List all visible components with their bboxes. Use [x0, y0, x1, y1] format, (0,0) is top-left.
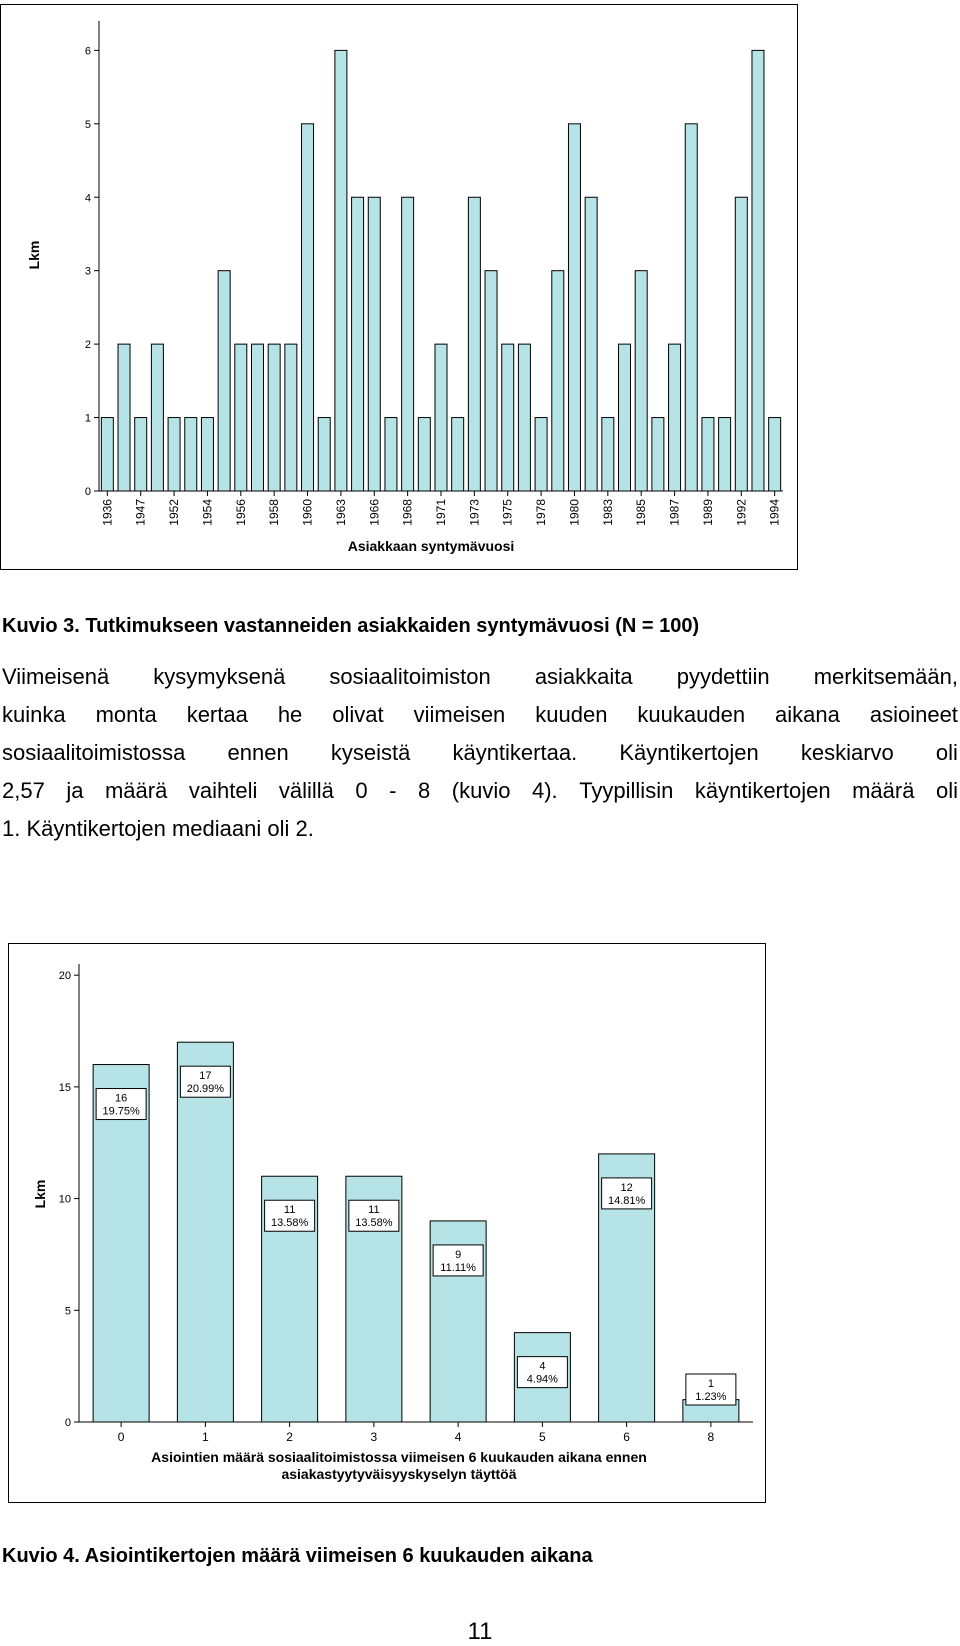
- x-tick-label: 1958: [267, 499, 282, 526]
- bar: [518, 344, 530, 491]
- x-tick-label: 1973: [467, 499, 482, 526]
- bar: [418, 418, 430, 491]
- word: välillä: [278, 778, 334, 803]
- data-label-count: 17: [199, 1070, 212, 1083]
- data-label-percent: 11.11%: [440, 1261, 476, 1274]
- bar: [251, 344, 263, 491]
- x-tick-label: 1956: [233, 499, 248, 526]
- word: vaihteli: [188, 778, 258, 803]
- bar: [568, 124, 580, 491]
- bar: [485, 271, 497, 491]
- data-label-count: 4: [539, 1360, 546, 1373]
- x-axis-title-line: asiakastyytyväisyyskyselyn täyttöä: [281, 1466, 517, 1482]
- bar: [135, 418, 147, 491]
- bar: [452, 418, 464, 491]
- x-tick-label: 1954: [200, 499, 215, 526]
- bar: [335, 50, 347, 491]
- bar: [435, 344, 447, 491]
- y-axis-title: Lkm: [26, 240, 42, 270]
- paragraph-line-1: [2, 658, 958, 696]
- data-label-percent: 19.75%: [102, 1105, 140, 1118]
- bar: [602, 418, 614, 491]
- x-tick-label: 1983: [600, 499, 615, 526]
- paragraph-line-3: [2, 734, 958, 772]
- figure-3-caption: Kuvio 3. Tutkimukseen vastanneiden asiakkaiden syntymävuosi (N = 100): [2, 615, 700, 637]
- x-tick-label: 6: [623, 1430, 630, 1444]
- figure-4-caption: Kuvio 4. Asiointikertojen määrä viimeisen 6 kuukauden aikana: [2, 1545, 593, 1567]
- word: monta: [95, 702, 157, 727]
- paragraph-line-4: [2, 772, 958, 810]
- x-tick-label: 1: [202, 1430, 209, 1444]
- bar: [218, 271, 230, 491]
- data-label-count: 9: [455, 1248, 462, 1261]
- data-label-count: 12: [620, 1181, 633, 1194]
- data-label-percent: 13.58%: [270, 1217, 309, 1230]
- paragraph-line-2: [2, 696, 958, 734]
- bar: [735, 197, 747, 491]
- word: sosiaalitoimiston: [329, 664, 491, 689]
- word: 8: [418, 778, 431, 803]
- word: määrä: [852, 778, 915, 803]
- bar: [318, 418, 330, 491]
- x-tick-label: 1978: [534, 499, 549, 526]
- word: 4).: [531, 778, 558, 803]
- y-axis-title: Lkm: [32, 1179, 48, 1209]
- bar: [285, 344, 297, 491]
- word: kysymyksenä: [153, 664, 286, 689]
- bar: [201, 418, 213, 491]
- bar: [652, 418, 664, 491]
- data-label-percent: 20.99%: [186, 1083, 225, 1096]
- x-tick-label: 1980: [567, 499, 582, 526]
- bar: [585, 197, 597, 491]
- data-label-percent: 14.81%: [607, 1194, 646, 1207]
- bar: [685, 124, 697, 491]
- word: viimeisen: [413, 702, 506, 727]
- data-label-count: 11: [283, 1204, 296, 1217]
- word: kuukauden: [637, 702, 746, 727]
- bar: [385, 418, 397, 491]
- x-tick-label: 1989: [700, 499, 715, 526]
- x-tick-label: 4: [454, 1430, 462, 1444]
- word: asioineet: [869, 702, 958, 727]
- y-tick-label: 3: [84, 265, 91, 278]
- bar: [235, 344, 247, 491]
- bar: [402, 197, 414, 491]
- paragraph-last-line: 1. Käyntikertojen mediaani oli 2.: [2, 816, 314, 841]
- x-tick-label: 1968: [400, 499, 415, 526]
- x-tick-label: 1985: [634, 499, 649, 526]
- bar: [177, 1042, 233, 1422]
- word: aikana: [775, 702, 840, 727]
- bar: [502, 344, 514, 491]
- word: käyntikertojen: [694, 778, 831, 803]
- paragraph-line-5: [2, 810, 958, 848]
- visit-count-chart: [8, 943, 766, 1503]
- bar: [468, 197, 480, 491]
- y-tick-label: 0: [84, 486, 91, 498]
- y-tick-label: 10: [58, 1193, 71, 1206]
- y-tick-label: 5: [84, 118, 91, 131]
- x-tick-label: 1963: [333, 499, 348, 526]
- word: pyydettiin: [676, 664, 770, 689]
- bar: [552, 271, 564, 491]
- bar: [352, 197, 364, 491]
- x-tick-label: 1960: [300, 499, 315, 526]
- y-tick-label: 1: [84, 412, 91, 425]
- y-tick-label: 20: [58, 970, 71, 983]
- y-tick-label: 0: [64, 1417, 71, 1429]
- bar: [669, 344, 681, 491]
- data-label-count: 11: [368, 1204, 380, 1217]
- data-label-count: 16: [115, 1092, 128, 1105]
- data-label-percent: 13.58%: [355, 1217, 393, 1230]
- y-tick-label: 15: [58, 1081, 71, 1094]
- bar: [368, 197, 380, 491]
- x-tick-label: 3: [370, 1430, 378, 1444]
- page-number: 11: [467, 1618, 493, 1645]
- data-label-percent: 4.94%: [526, 1373, 558, 1386]
- word: kertaa: [186, 702, 248, 727]
- x-tick-label: 1975: [500, 498, 515, 526]
- x-tick-label: 1936: [100, 499, 115, 526]
- x-tick-label: 1947: [133, 499, 148, 526]
- bar: [101, 418, 113, 491]
- word: 2,57: [2, 778, 45, 803]
- x-tick-label: 1987: [667, 499, 682, 526]
- bar: [619, 344, 631, 491]
- bar: [769, 418, 781, 491]
- x-tick-label: 8: [707, 1430, 715, 1444]
- bar: [702, 418, 714, 491]
- x-tick-label: 1966: [367, 499, 382, 526]
- bar: [535, 418, 547, 491]
- word: he: [277, 702, 303, 727]
- word: ennen: [227, 740, 289, 765]
- x-axis-title-line: Asiointien määrä sosiaalitoimistossa viimeisen 6 kuukauden aikana ennen: [151, 1449, 647, 1465]
- word: sosiaalitoimistossa: [2, 740, 186, 765]
- word: (kuvio: [451, 778, 511, 803]
- word: 0: [355, 778, 368, 803]
- data-label-percent: 1.23%: [695, 1391, 727, 1403]
- bar: [185, 418, 197, 491]
- x-tick-label: 2: [286, 1430, 293, 1444]
- x-tick-label: 1992: [734, 499, 749, 526]
- birth-year-chart: [0, 4, 798, 570]
- word: kyseistä: [330, 740, 411, 765]
- bar: [268, 344, 280, 491]
- bar: [635, 271, 647, 491]
- bar: [752, 50, 764, 491]
- bar: [168, 418, 180, 491]
- word: kuinka: [2, 702, 66, 727]
- y-tick-label: 6: [84, 45, 91, 58]
- word: -: [389, 778, 397, 803]
- word: merkitsemään,: [813, 664, 958, 689]
- y-tick-label: 4: [84, 192, 91, 205]
- y-tick-label: 2: [84, 339, 91, 352]
- bar: [302, 124, 314, 491]
- word: määrä: [104, 778, 168, 803]
- x-tick-label: 0: [117, 1430, 125, 1444]
- x-tick-label: 1971: [434, 499, 448, 526]
- bar: [118, 344, 130, 491]
- word: Käyntikertojen: [619, 740, 759, 765]
- word: olivat: [332, 702, 384, 727]
- word: käyntikertaa.: [452, 740, 578, 765]
- data-label-count: 1: [707, 1378, 714, 1390]
- word: Tyypillisin: [579, 778, 674, 803]
- y-tick-label: 5: [64, 1305, 71, 1318]
- x-tick-label: 1994: [767, 499, 782, 526]
- word: asiakkaita: [534, 664, 633, 689]
- word: Viimeisenä: [2, 664, 110, 689]
- word: ja: [66, 778, 84, 803]
- x-tick-label: 5: [539, 1430, 546, 1444]
- bar: [151, 344, 163, 491]
- body-paragraph: [2, 658, 958, 848]
- word: oli: [935, 740, 958, 765]
- word: keskiarvo: [800, 740, 894, 765]
- bar: [719, 418, 731, 491]
- word: kuuden: [535, 702, 608, 727]
- x-tick-label: 1952: [167, 499, 182, 526]
- word: oli: [935, 778, 958, 803]
- x-axis-title: Asiakkaan syntymävuosi: [347, 538, 515, 554]
